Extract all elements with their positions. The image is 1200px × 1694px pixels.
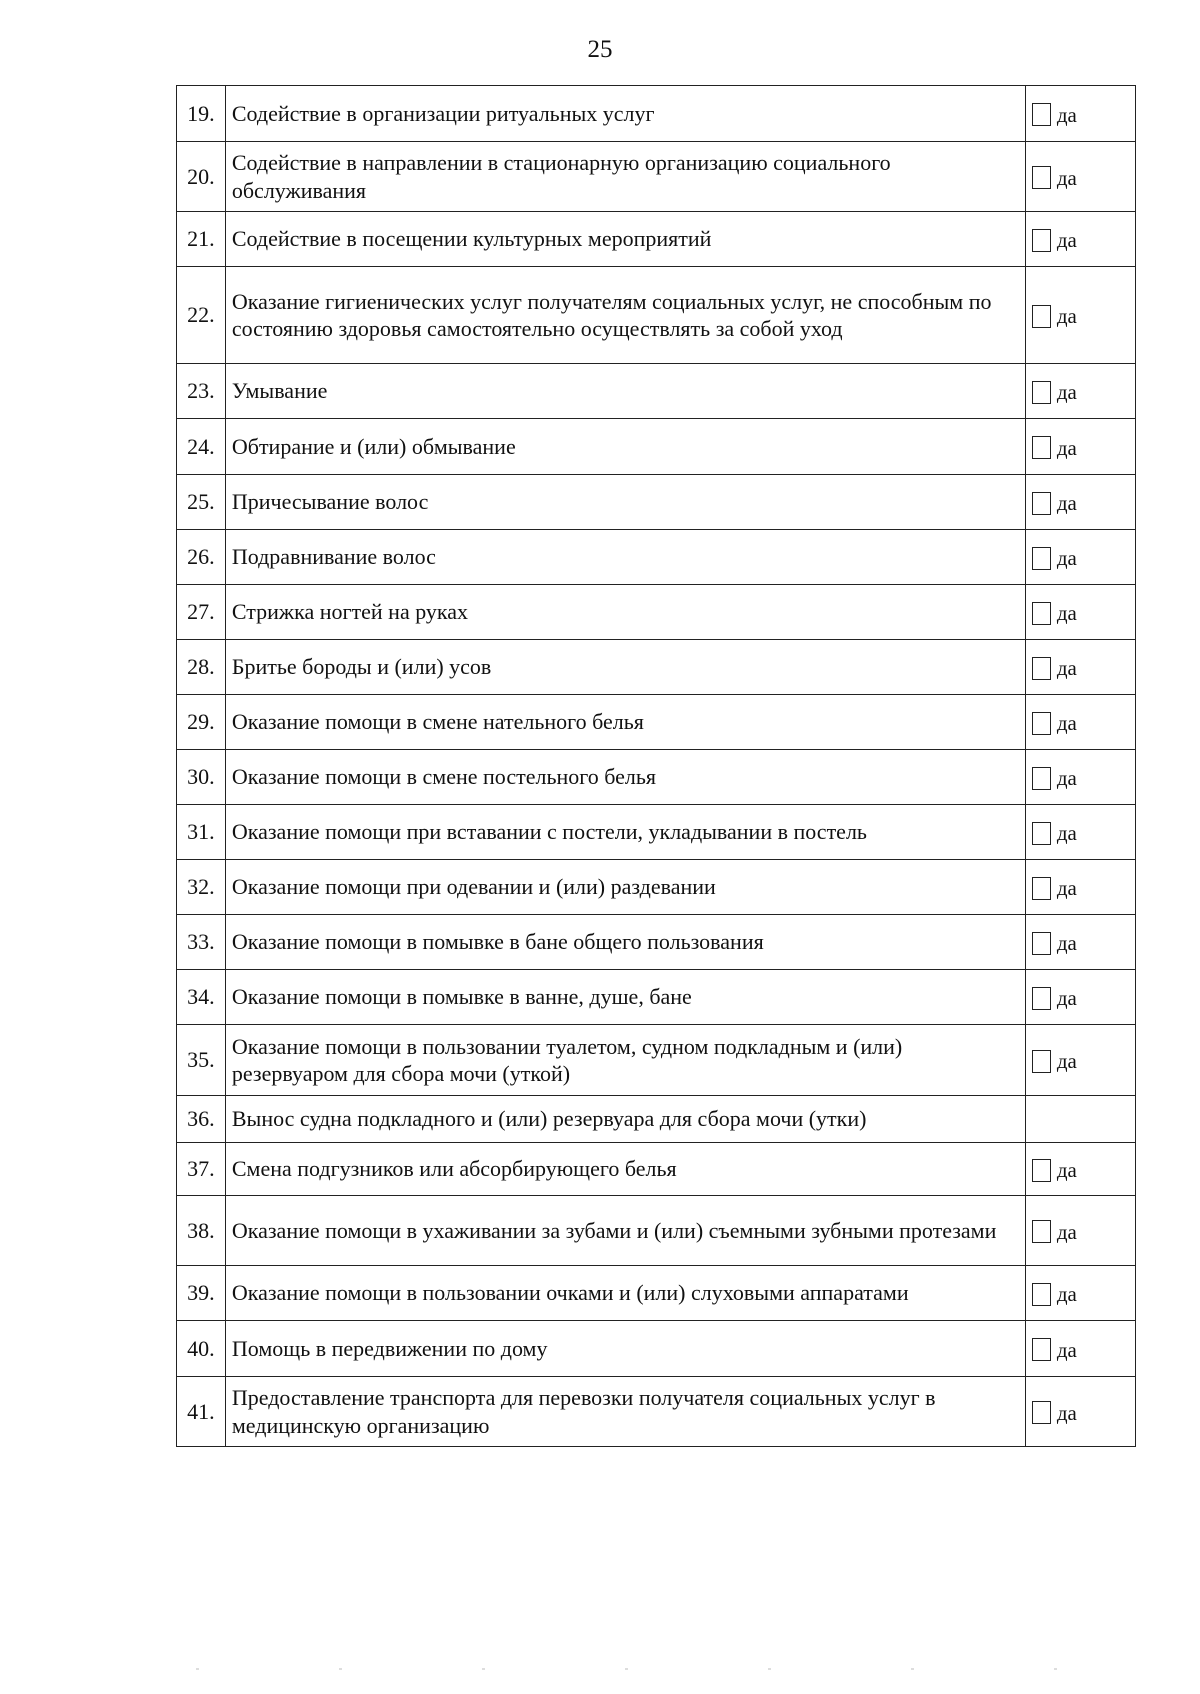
yes-label: да — [1056, 766, 1077, 791]
yes-label: да — [1056, 876, 1077, 901]
service-name: Оказание помощи в помывке в бане общего пользования — [225, 915, 1025, 970]
checkbox[interactable] — [1032, 1159, 1051, 1182]
service-name: Бритье бороды и (или) усов — [225, 640, 1025, 695]
answer-cell — [1025, 1377, 1135, 1447]
service-name: Подравнивание волос — [225, 530, 1025, 585]
yes-label: да — [1056, 1158, 1077, 1183]
service-name: Обтирание и (или) обмывание — [225, 419, 1025, 475]
checkbox[interactable] — [1032, 1050, 1051, 1073]
row-number: 21. — [177, 212, 226, 267]
table-row — [177, 1196, 1136, 1266]
yes-label: да — [1056, 228, 1077, 253]
service-name: Содействие в организации ритуальных услуг — [225, 86, 1025, 142]
row-number: 30. — [177, 750, 226, 805]
checkbox[interactable] — [1032, 767, 1051, 790]
row-number: 34. — [177, 970, 226, 1025]
answer-cell — [1025, 86, 1135, 142]
checkbox[interactable] — [1032, 229, 1051, 252]
row-number: 32. — [177, 860, 226, 915]
checkbox[interactable] — [1032, 103, 1051, 126]
row-number: 24. — [177, 419, 226, 475]
yes-label: да — [1056, 546, 1077, 571]
service-name: Помощь в передвижении по дому — [225, 1321, 1025, 1377]
service-name: Оказание помощи в смене постельного белья — [225, 750, 1025, 805]
row-number: 28. — [177, 640, 226, 695]
table-row — [177, 1143, 1136, 1196]
yes-label: да — [1056, 821, 1077, 846]
service-name: Оказание помощи в пользовании туалетом, судном подкладным и (или) резервуаром для сбора мочи (уткой) — [225, 1025, 1025, 1096]
answer-cell — [1025, 142, 1135, 212]
answer-cell — [1025, 1266, 1135, 1321]
answer-cell — [1025, 585, 1135, 640]
table-row — [177, 860, 1136, 915]
bottom-scan-artifact — [196, 1668, 1096, 1670]
checkbox[interactable] — [1032, 1220, 1051, 1243]
service-name: Оказание помощи в ухаживании за зубами и (или) съемными зубными протезами — [225, 1196, 1025, 1266]
row-number: 35. — [177, 1025, 226, 1096]
yes-label: да — [1056, 304, 1077, 329]
service-name: Предоставление транспорта для перевозки получателя социальных услуг в медицинскую организацию — [225, 1377, 1025, 1447]
answer-cell — [1025, 860, 1135, 915]
yes-label: да — [1056, 986, 1077, 1011]
service-name: Оказание помощи в помывке в ванне, душе, бане — [225, 970, 1025, 1025]
row-number: 33. — [177, 915, 226, 970]
service-name: Оказание помощи при вставании с постели, укладывании в постель — [225, 805, 1025, 860]
table-row — [177, 1025, 1136, 1096]
yes-label: да — [1056, 102, 1077, 127]
checkbox[interactable] — [1032, 822, 1051, 845]
page-number: 25 — [587, 36, 613, 63]
answer-cell — [1025, 1096, 1135, 1143]
row-number: 19. — [177, 86, 226, 142]
checkbox[interactable] — [1032, 1338, 1051, 1361]
row-number: 38. — [177, 1196, 226, 1266]
answer-cell — [1025, 419, 1135, 475]
service-name: Умывание — [225, 364, 1025, 419]
service-name: Смена подгузников или абсорбирующего белья — [225, 1143, 1025, 1196]
table-row — [177, 530, 1136, 585]
answer-cell — [1025, 212, 1135, 267]
table-row — [177, 970, 1136, 1025]
table-row — [177, 1096, 1136, 1143]
checkbox[interactable] — [1032, 657, 1051, 680]
checkbox[interactable] — [1032, 602, 1051, 625]
table-row — [177, 86, 1136, 142]
service-name: Оказание помощи при одевании и (или) раздевании — [225, 860, 1025, 915]
row-number: 20. — [177, 142, 226, 212]
yes-label: да — [1056, 491, 1077, 516]
checkbox[interactable] — [1032, 877, 1051, 900]
yes-label: да — [1056, 931, 1077, 956]
table-row — [177, 1321, 1136, 1377]
row-number: 25. — [177, 475, 226, 530]
answer-cell — [1025, 1321, 1135, 1377]
table-row — [177, 267, 1136, 364]
yes-label: да — [1056, 1282, 1077, 1307]
answer-cell — [1025, 530, 1135, 585]
answer-cell — [1025, 1143, 1135, 1196]
answer-cell — [1025, 640, 1135, 695]
yes-label: да — [1056, 1337, 1077, 1362]
table-row — [177, 750, 1136, 805]
yes-label: да — [1056, 165, 1077, 190]
row-number: 31. — [177, 805, 226, 860]
table-row — [177, 585, 1136, 640]
table-row — [177, 640, 1136, 695]
yes-label: да — [1056, 1400, 1077, 1425]
checkbox[interactable] — [1032, 166, 1051, 189]
row-number: 36. — [177, 1096, 226, 1143]
checkbox[interactable] — [1032, 712, 1051, 735]
service-name: Содействие в направлении в стационарную организацию социального обслуживания — [225, 142, 1025, 212]
table-row — [177, 364, 1136, 419]
answer-cell — [1025, 1025, 1135, 1096]
checkbox[interactable] — [1032, 1283, 1051, 1306]
yes-label: да — [1056, 601, 1077, 626]
service-name: Причесывание волос — [225, 475, 1025, 530]
table-row — [177, 419, 1136, 475]
service-name: Оказание помощи в смене нательного белья — [225, 695, 1025, 750]
answer-cell — [1025, 695, 1135, 750]
table-row — [177, 915, 1136, 970]
service-name: Оказание гигиенических услуг получателям социальных услуг, не способным по состоянию здоровья самостоятельно осуществлять за собой уход — [225, 267, 1025, 364]
table-row — [177, 1266, 1136, 1321]
answer-cell — [1025, 970, 1135, 1025]
row-number: 39. — [177, 1266, 226, 1321]
checkbox[interactable] — [1032, 492, 1051, 515]
answer-cell — [1025, 915, 1135, 970]
row-number: 41. — [177, 1377, 226, 1447]
table-row — [177, 212, 1136, 267]
yes-label: да — [1056, 656, 1077, 681]
row-number: 27. — [177, 585, 226, 640]
checkbox[interactable] — [1032, 547, 1051, 570]
service-name: Вынос судна подкладного и (или) резервуара для сбора мочи (утки) — [225, 1096, 1025, 1143]
table-row — [177, 805, 1136, 860]
checkbox[interactable] — [1032, 381, 1051, 404]
yes-label: да — [1056, 1219, 1077, 1244]
row-number: 22. — [177, 267, 226, 364]
row-number: 40. — [177, 1321, 226, 1377]
answer-cell — [1025, 750, 1135, 805]
table-row — [177, 1377, 1136, 1447]
answer-cell — [1025, 267, 1135, 364]
row-number: 23. — [177, 364, 226, 419]
services-table — [176, 85, 1136, 1447]
services-table-body — [177, 86, 1136, 1447]
service-name: Содействие в посещении культурных мероприятий — [225, 212, 1025, 267]
checkbox[interactable] — [1032, 1401, 1051, 1424]
answer-cell — [1025, 1196, 1135, 1266]
table-row — [177, 142, 1136, 212]
checkbox[interactable] — [1032, 932, 1051, 955]
yes-label: да — [1056, 1049, 1077, 1074]
service-name: Оказание помощи в пользовании очками и (или) слуховыми аппаратами — [225, 1266, 1025, 1321]
yes-label: да — [1056, 711, 1077, 736]
table-row — [177, 475, 1136, 530]
answer-cell — [1025, 475, 1135, 530]
checkbox[interactable] — [1032, 436, 1051, 459]
answer-cell — [1025, 805, 1135, 860]
table-row — [177, 695, 1136, 750]
row-number: 26. — [177, 530, 226, 585]
service-name: Стрижка ногтей на руках — [225, 585, 1025, 640]
yes-label: да — [1056, 435, 1077, 460]
row-number: 29. — [177, 695, 226, 750]
yes-label: да — [1056, 380, 1077, 405]
row-number: 37. — [177, 1143, 226, 1196]
checkbox[interactable] — [1032, 987, 1051, 1010]
answer-cell — [1025, 364, 1135, 419]
checkbox[interactable] — [1032, 305, 1051, 328]
